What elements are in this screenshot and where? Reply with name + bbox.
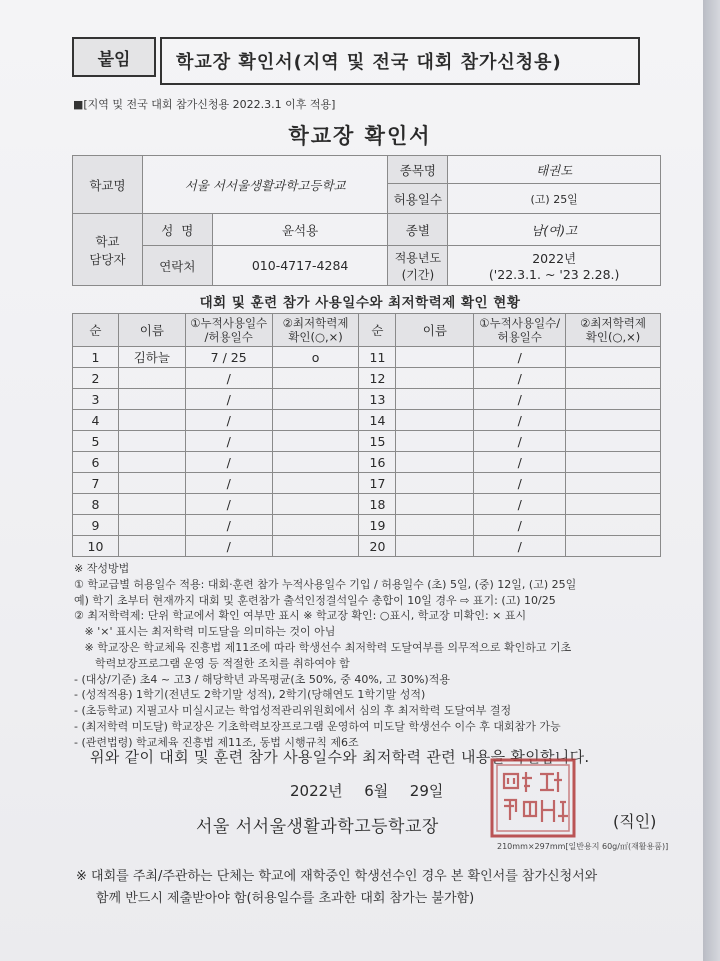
- row-days: /: [185, 410, 272, 431]
- row-check-right: [566, 431, 661, 452]
- row-check-right: [566, 389, 661, 410]
- col-check-header-right-line2: 확인(○,×): [585, 330, 641, 344]
- row-check: [272, 410, 359, 431]
- row-name: [118, 473, 185, 494]
- row-check-right: [566, 494, 661, 515]
- apply-year-value-line2: ('22.3.1. ~ '23 2.28.): [488, 267, 620, 282]
- table-row: [73, 347, 661, 368]
- row-name: [118, 389, 185, 410]
- row-days-right: /: [474, 368, 566, 389]
- row-days-right: /: [474, 410, 566, 431]
- row-no: 5: [73, 431, 119, 452]
- instruction-line: - (대상/기준) 초4 ~ 고3 / 해당학년 과목평균(초 50%, 중 40%, 고 30%)적용: [74, 672, 450, 686]
- row-no: 9: [73, 515, 119, 536]
- table-row: [73, 515, 661, 536]
- row-days-right: /: [474, 536, 566, 557]
- table-row: [73, 368, 661, 389]
- row-no: 6: [73, 452, 119, 473]
- row-name: [118, 368, 185, 389]
- table-row: [73, 536, 661, 557]
- paper-spec: 210mm×297mm[일반용지 60g/㎡(재활용품)]: [497, 842, 669, 851]
- table-row: [73, 473, 661, 494]
- contact-value: 010-4717-4284: [212, 246, 388, 286]
- row-days-right: /: [474, 494, 566, 515]
- instruction-line: ※ 학교장은 학교체육 진흥법 제11조에 따라 학생선수 최저학력 도달여부를 의무적으로 확인하고 기초: [74, 640, 572, 654]
- row-no-right: 15: [359, 431, 396, 452]
- attachment-tag: 붙임: [72, 37, 156, 77]
- row-name: [118, 515, 185, 536]
- apply-year-label: [388, 246, 448, 286]
- table-row: [73, 494, 661, 515]
- manager-name-label: 성 명: [142, 214, 212, 246]
- row-check: [272, 494, 359, 515]
- row-no-right: 20: [359, 536, 396, 557]
- row-days: /: [185, 431, 272, 452]
- school-name-value: 서울 서서울생활과학고등학교: [142, 156, 388, 214]
- row-no-right: 18: [359, 494, 396, 515]
- manager-label-line1: 학교: [95, 233, 120, 249]
- row-check-right: [566, 515, 661, 536]
- row-check-right: [566, 536, 661, 557]
- row-check: [272, 515, 359, 536]
- row-check: [272, 452, 359, 473]
- row-days-right: /: [474, 347, 566, 368]
- row-days: /: [185, 515, 272, 536]
- col-check-header-right: [566, 314, 661, 347]
- col-name-header-right: 이름: [396, 314, 474, 347]
- row-no-right: 16: [359, 452, 396, 473]
- instruction-line: ※ 작성방법: [74, 562, 130, 575]
- instruction-line: - (성적적용) 1학기(전년도 2학기말 성적), 2학기(당해연도 1학기말 성적): [74, 688, 426, 702]
- instruction-line: 학력보장프로그램 운영 등 적절한 조치를 취하여야 함: [74, 656, 350, 670]
- manager-name-value: 윤석용: [212, 214, 388, 246]
- row-no: 10: [73, 536, 119, 557]
- row-name: [118, 536, 185, 557]
- row-no: 1: [73, 347, 119, 368]
- row-no-right: 12: [359, 368, 396, 389]
- row-name-right: [396, 515, 474, 536]
- official-seal-stamp: [488, 756, 578, 840]
- row-no-right: 17: [359, 473, 396, 494]
- row-check: [272, 389, 359, 410]
- event-label: 종목명: [388, 156, 448, 184]
- row-name-right: [396, 494, 474, 515]
- row-no: 4: [73, 410, 119, 431]
- row-name-right: [396, 410, 474, 431]
- row-no: 2: [73, 368, 119, 389]
- table-row: [73, 389, 661, 410]
- row-days: /: [185, 536, 272, 557]
- row-name-right: [396, 431, 474, 452]
- row-no-right: 13: [359, 389, 396, 410]
- allowed-days-label: 허용일수: [388, 184, 448, 214]
- row-days-right: /: [474, 431, 566, 452]
- row-no: 3: [73, 389, 119, 410]
- row-days-right: /: [474, 389, 566, 410]
- confirmation-date: 2022년 6월 29일: [290, 782, 444, 800]
- allowed-days-value: (고) 25일: [448, 184, 661, 214]
- row-name-right: [396, 347, 474, 368]
- col-days-header-line2: /허용일수: [204, 330, 253, 344]
- principal-name: 서울 서서울생활과학고등학교장: [196, 817, 439, 837]
- manager-label: [73, 214, 143, 286]
- row-no: 7: [73, 473, 119, 494]
- row-days-right: /: [474, 473, 566, 494]
- row-name: [118, 494, 185, 515]
- background-edge: [703, 0, 720, 961]
- apply-year-value-line1: 2022년: [532, 251, 577, 266]
- row-name-right: [396, 473, 474, 494]
- gender-label: 종별: [388, 214, 448, 246]
- row-days: /: [185, 494, 272, 515]
- apply-note: ■[지역 및 전국 대회 참가신청용 2022.3.1 이후 적용]: [73, 98, 336, 111]
- row-check: [272, 473, 359, 494]
- row-name-right: [396, 536, 474, 557]
- row-check: [272, 536, 359, 557]
- instruction-line: - (초등학교) 지필고사 미실시교는 학업성적관리위원회에서 심의 후 최저학력 도달여부 결정: [74, 704, 512, 718]
- apply-year-label-line1: 적용년도: [394, 250, 442, 265]
- gender-value: 남(여)고: [448, 214, 661, 246]
- col-check-header-line2: 확인(○,×): [288, 330, 343, 344]
- document-title: 학교장 확인서: [288, 124, 432, 148]
- footer-note-line2: 함께 반드시 제출받아야 함(허용일수를 초과한 대회 참가는 불가함): [96, 891, 475, 906]
- col-days-header-right: [474, 314, 566, 347]
- apply-year-label-line2: (기간): [401, 267, 435, 282]
- instruction-line: ② 최저학력제: 단위 학교에서 확인 여부만 표시 ※ 학교장 확인: ○표시, 학교장 미확인: × 표시: [74, 609, 527, 623]
- row-check: [272, 431, 359, 452]
- event-value: 태권도: [448, 156, 661, 184]
- row-no: 8: [73, 494, 119, 515]
- row-check-right: [566, 347, 661, 368]
- col-days-header: [185, 314, 272, 347]
- instruction-line: - (최저학력 미도달) 학교장은 기초학력보장프로그램 운영하여 미도달 학생선수 이수 후 대회참가 가능: [74, 719, 561, 733]
- footer-note: [76, 866, 676, 910]
- row-days-right: /: [474, 515, 566, 536]
- row-check-right: [566, 368, 661, 389]
- row-name: [118, 410, 185, 431]
- school-name-label: 학교명: [73, 156, 143, 214]
- col-no-header: 순: [73, 314, 119, 347]
- table-row: [73, 410, 661, 431]
- instruction-line: ※ '×' 표시는 최저학력 미도달을 의미하는 것이 아님: [74, 625, 336, 639]
- row-days: 7 / 25: [185, 347, 272, 368]
- row-check: o: [272, 347, 359, 368]
- col-check-header-line1: ②최저학력제: [282, 316, 349, 330]
- school-info-table: [72, 155, 661, 286]
- confirmation-statement: 위와 같이 대회 및 훈련 참가 사용일수와 최저학력 관련 내용을 확인합니다.: [90, 748, 590, 766]
- row-name: [118, 431, 185, 452]
- row-name-right: [396, 452, 474, 473]
- row-no-right: 11: [359, 347, 396, 368]
- status-table: [72, 313, 661, 557]
- contact-label: 연락처: [142, 246, 212, 286]
- table-row: [73, 452, 661, 473]
- status-section-title: 대회 및 훈련 참가 사용일수와 최저학력제 확인 현황: [199, 295, 521, 311]
- col-days-header-line1: ①누적사용일수: [190, 316, 268, 330]
- row-name-right: [396, 368, 474, 389]
- row-check-right: [566, 410, 661, 431]
- row-check: [272, 368, 359, 389]
- row-days: /: [185, 389, 272, 410]
- col-no-header-right: 순: [359, 314, 396, 347]
- col-days-header-right-line1: ①누적사용일수/: [479, 316, 561, 330]
- instruction-line: - (관련법령) 학교체육 진흥법 제11조, 동법 시행규칙 제6조: [74, 735, 359, 749]
- writing-instructions: [74, 561, 674, 751]
- table-row: [73, 431, 661, 452]
- col-days-header-right-line2: 허용일수: [497, 330, 542, 344]
- row-check-right: [566, 452, 661, 473]
- document-header-title: 학교장 확인서(지역 및 전국 대회 참가신청용): [160, 37, 640, 85]
- row-no-right: 19: [359, 515, 396, 536]
- row-days: /: [185, 368, 272, 389]
- instruction-line: ① 학교급별 허용일수 적용: 대회·훈련 참가 누적사용일수 기입 / 허용일수 (초) 5일, (중) 12일, (고) 25일: [74, 577, 577, 591]
- status-table-body: [73, 347, 661, 557]
- manager-label-line2: 담당자: [89, 251, 126, 267]
- row-days: /: [185, 452, 272, 473]
- footer-note-line1: ※ 대회를 주최/주관하는 단체는 학교에 재학중인 학생선수인 경우 본 확인서를 참가신청서와: [76, 869, 598, 884]
- col-check-header: [272, 314, 359, 347]
- row-name-right: [396, 389, 474, 410]
- apply-year-value: [448, 246, 661, 286]
- row-days: /: [185, 473, 272, 494]
- col-check-header-right-line1: ②최저학력제: [580, 316, 646, 330]
- row-days-right: /: [474, 452, 566, 473]
- row-check-right: [566, 473, 661, 494]
- col-name-header: 이름: [118, 314, 185, 347]
- instruction-line: 예) 학기 초부터 현재까지 대회 및 훈련참가 출석인정결석일수 총합이 10일 경우 ⇨ 표기: (고) 10/25: [74, 593, 556, 607]
- row-no-right: 14: [359, 410, 396, 431]
- row-name: 김하늘: [118, 347, 185, 368]
- seal-label: (직인): [613, 812, 657, 831]
- row-name: [118, 452, 185, 473]
